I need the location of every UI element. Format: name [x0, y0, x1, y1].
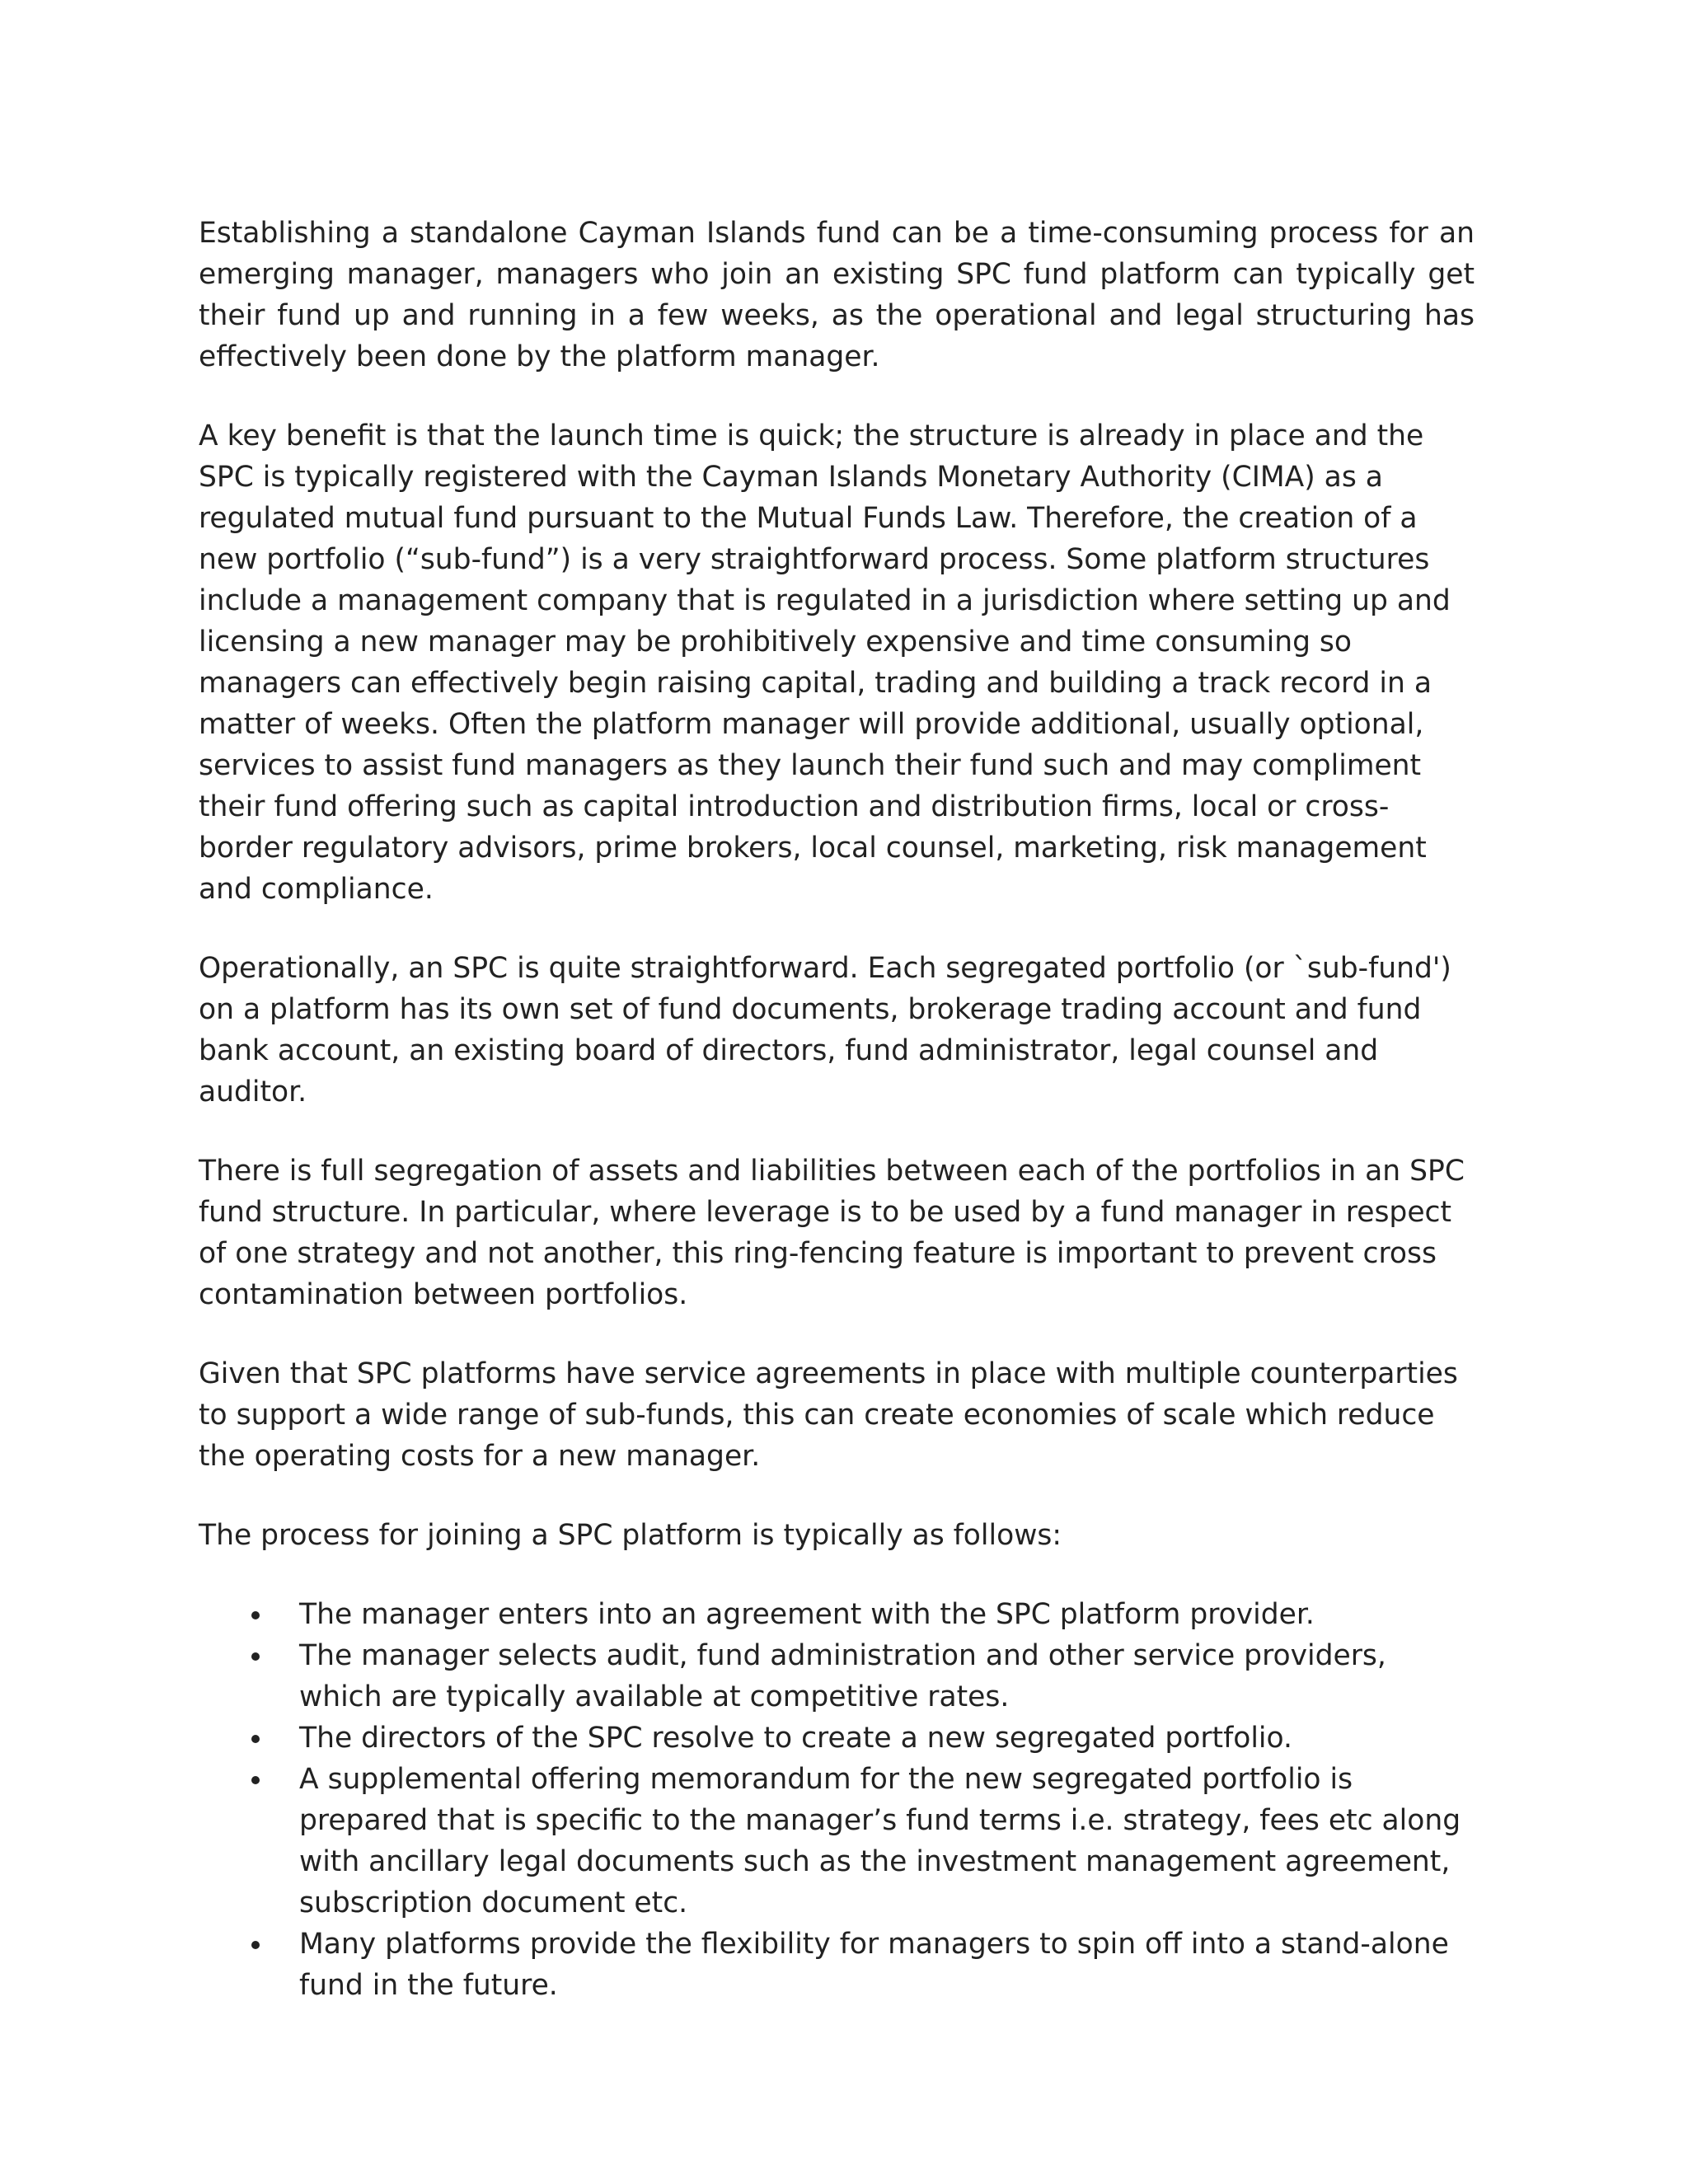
bullet-icon	[251, 1611, 260, 1619]
paragraph-segregation: There is full segregation of assets and liabilities between each of the portfolios in an SPC fund structure. In particular, where leverage is to be used by a fund manager in respect of one strategy and not another, this ring-fencing feature is important to prevent cross contamination between portfolios.	[199, 1155, 1465, 1311]
paragraph-operations: Operationally, an SPC is quite straightforward. Each segregated portfolio (or `sub-fund') on a platform has its own set of fund documents, brokerage trading account and fund bank account, an existing board of directors, fund administrator, legal counsel and auditor.	[199, 952, 1451, 1108]
list-item-text: The directors of the SPC resolve to create a new segregated portfolio.	[299, 1722, 1292, 1755]
list-item-text: The manager selects audit, fund administration and other service providers, which are typically available at competitive rates.	[299, 1639, 1386, 1713]
bullet-icon	[251, 1941, 260, 1949]
list-item	[199, 1594, 1475, 1635]
process-steps-list	[199, 1594, 1475, 2006]
document-page	[199, 213, 1475, 2006]
paragraph-key-benefit: A key benefit is that the launch time is quick; the structure is already in place and the SPC is typically registered with the Cayman Islands Monetary Authority (CIMA) as a regulated mutual fund pursuant to the Mutual Funds Law. Therefore, the creation of a new portfolio (“sub-fund”) is a very straightforward process. Some platform structures include a management company that is regulated in a jurisdiction where setting up and licensing a new manager may be prohibitively expensive and time consuming so managers can effectively begin raising capital, trading and building a track record in a matter of weeks. Often the platform manager will provide additional, usually optional, services to assist fund managers as they launch their fund such and may compliment their fund offering such as capital introduction and distribution firms, local or cross-border regulatory advisors, prime brokers, local counsel, marketing, risk management and compliance.	[199, 419, 1451, 906]
list-item	[199, 1635, 1475, 1718]
list-item	[199, 1924, 1475, 2006]
list-item	[199, 1718, 1475, 1759]
process-intro: The process for joining a SPC platform is typically as follows:	[199, 1519, 1062, 1552]
list-item-text: Many platforms provide the flexibility for managers to spin off into a stand-alone fund in the future.	[299, 1928, 1449, 2002]
paragraph-standalone-fund: Establishing a standalone Cayman Islands fund can be a time-consuming process for an emerging manager, managers who join an existing SPC fund platform can typically get their fund up and running in a few weeks, as the operational and legal structuring has effectively been done by the platform manager.	[199, 217, 1475, 373]
bullet-icon	[251, 1735, 260, 1743]
paragraph-economies-of-scale: Given that SPC platforms have service agreements in place with multiple counterparties to support a wide range of sub-funds, this can create economies of scale which reduce the operating costs for a new manager.	[199, 1357, 1458, 1473]
bullet-icon	[251, 1776, 260, 1784]
list-item-text: The manager enters into an agreement with the SPC platform provider.	[299, 1598, 1315, 1631]
list-item-text: A supplemental offering memorandum for the new segregated portfolio is prepared that is specific to the manager’s fund terms i.e. strategy, fees etc along with ancillary legal documents such as the investment management agreement, subscription document etc.	[299, 1763, 1461, 1919]
bullet-icon	[251, 1652, 260, 1661]
list-item	[199, 1759, 1475, 1924]
